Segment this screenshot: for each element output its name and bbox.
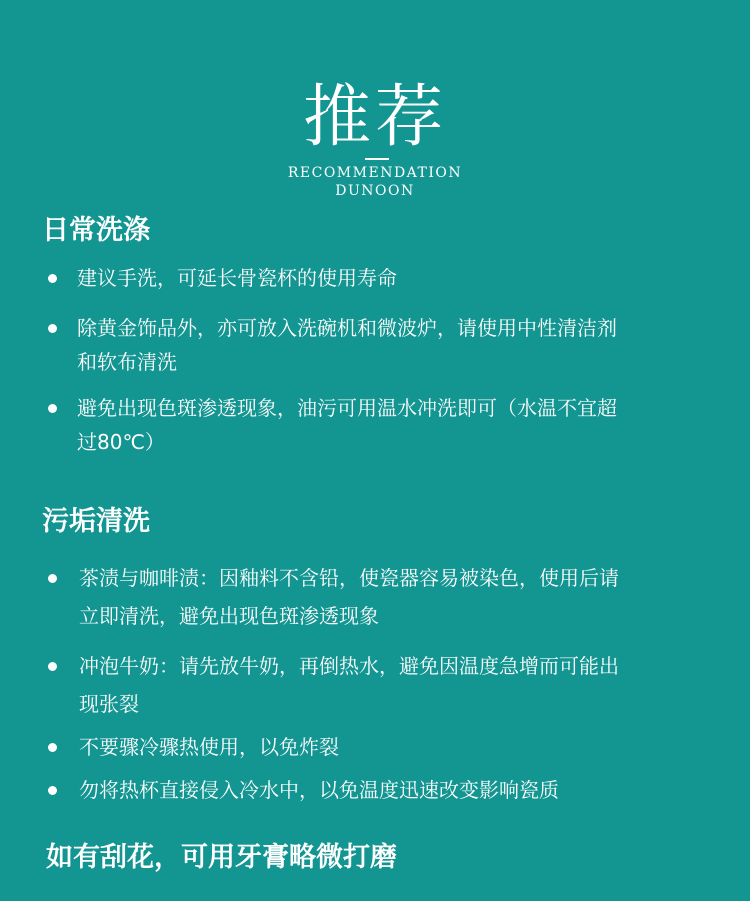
bullet <box>48 743 57 752</box>
list-item-continuation: 现张裂 <box>79 692 139 716</box>
bullet <box>48 662 57 671</box>
bullet <box>48 274 57 283</box>
list-item: 除黄金饰品外，亦可放入洗碗机和微波炉，请使用中性清洁剂 <box>77 316 617 340</box>
bullet <box>48 324 57 333</box>
list-item: 避免出现色斑渗透现象，油污可用温水冲洗即可（水温不宜超 <box>77 396 617 420</box>
section-title-stain-cleaning: 污垢清洗 <box>42 506 150 537</box>
bullet <box>48 786 57 795</box>
list-item-continuation: 和软布清洗 <box>77 350 177 374</box>
list-item: 冲泡牛奶：请先放牛奶，再倒热水，避免因温度急增而可能出 <box>79 654 619 678</box>
list-item: 不要骤冷骤热使用，以免炸裂 <box>79 735 339 759</box>
list-item-continuation: 过80℃） <box>77 430 165 454</box>
section-title-daily-wash: 日常洗涤 <box>42 215 150 246</box>
title-underline <box>365 158 389 160</box>
subtitle-line-1: RECOMMENDATION <box>287 165 463 181</box>
footer-tip: 如有刮花，可用牙膏略微打磨 <box>46 842 397 873</box>
list-item: 建议手洗，可延长骨瓷杯的使用寿命 <box>77 266 397 290</box>
page-title: 推荐 <box>302 78 447 157</box>
bullet <box>48 404 57 413</box>
list-item: 勿将热杯直接侵入冷水中，以免温度迅速改变影响瓷质 <box>79 778 559 802</box>
list-item-continuation: 立即清洗，避免出现色斑渗透现象 <box>79 604 379 628</box>
bullet <box>48 574 57 583</box>
list-item: 茶渍与咖啡渍：因釉料不含铅，使瓷器容易被染色，使用后请 <box>79 566 619 590</box>
subtitle-line-2: DUNOON <box>335 183 415 199</box>
